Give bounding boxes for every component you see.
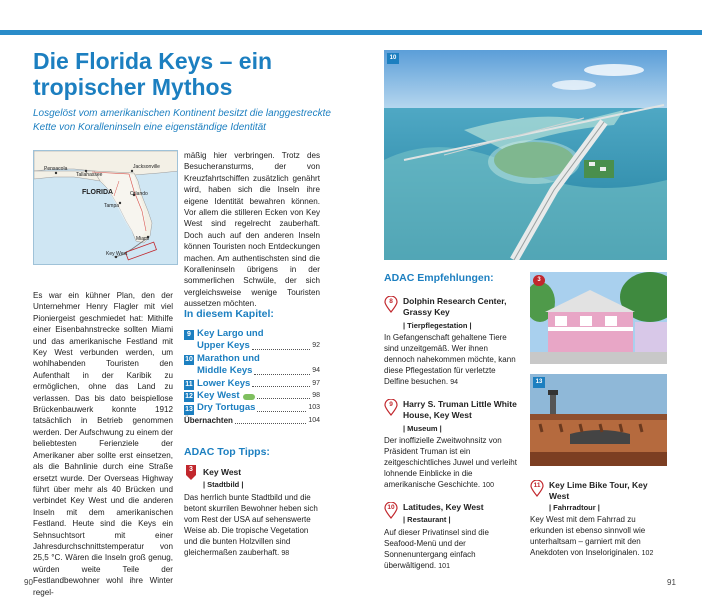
recommendation-category: | Tierpflegestation | xyxy=(403,321,472,330)
map-label-jacksonville: Jacksonville xyxy=(133,164,160,170)
photo-badge: 13 xyxy=(533,377,545,388)
top-accent-bar xyxy=(0,30,702,35)
toc-item-label: Dry Tortugas xyxy=(197,402,256,414)
toc-item[interactable] xyxy=(184,328,320,340)
toc-number-badge: 9 xyxy=(184,330,194,340)
map-label-florida: FLORIDA xyxy=(82,189,114,196)
toc-number-badge: 11 xyxy=(185,381,193,389)
map-label-orlando: Orlando xyxy=(130,191,148,197)
top-tip-category: | Stadtbild | xyxy=(203,480,244,489)
toc-item[interactable] xyxy=(184,378,320,390)
key-west-house-image xyxy=(530,272,667,364)
toc-item-uebernachten[interactable] xyxy=(184,415,320,427)
photo-badge: 3 xyxy=(533,275,545,286)
recommendation-title: Harry S. Truman Little White House, Key West xyxy=(403,399,517,420)
pin-number: 9 xyxy=(389,401,393,408)
toc-leader-dots xyxy=(257,398,311,399)
map-label-tampa: Tampa xyxy=(104,203,120,209)
page-subtitle: Losgelöst vom amerikanischen Kontinent besitzt die langgestreckte Kette von Koralleninseln eine eigenständige Identität xyxy=(33,108,331,133)
top-tip-number: 3 xyxy=(189,466,193,473)
fort-photo xyxy=(530,374,667,466)
toc-item-continued[interactable] xyxy=(184,365,320,377)
florida-map xyxy=(33,150,178,265)
recommendation-text: Auf dieser Privatinsel sind die Seafood-Menü und der Sonnenuntergang einfach überwältigend. 101 xyxy=(384,528,489,570)
page-title: Die Florida Keys – ein tropischer Mythos xyxy=(33,48,273,100)
map-pin-icon xyxy=(384,502,398,519)
map-pin-icon xyxy=(384,296,398,313)
pin-number: 10 xyxy=(387,504,395,511)
map-label-key-west: Key West xyxy=(106,251,128,257)
toc-item[interactable] xyxy=(184,390,320,402)
top-tip-text: Das herrlich bunte Stadtbild und die betont skurrilen Bewohner heben sich vom Rest der USA auf sehenswerte Weise ab. Die tropische Vegetation und die bunten Holzvillen sind gleichermaßen zauberhaft. 98 xyxy=(184,493,318,557)
body-column-2: mäßig hier verbringen. Trotz des Besucheransturms, der von Kreuzfahrtschiffen zusätzlich genährt wird, haben sich die Inseln ihre eigene Identität bewahren können. Vor allem die stilleren Ecken von Key West sind regelrecht zauberhaft. Doch auch auf den anderen Inseln können Touristen noch Entdeckungen machen. Am authentischsten sind die Koralleninseln übrigens in der sommerlichen Schwüle, der sich vergleichsweise wenige Touristen aussetzen möchten. xyxy=(184,151,320,309)
body-column-1: Es war ein kühner Plan, den der Unternehmer Henry Flagler mit viel Pioniergeist geschmiedet hat: Mithilfe einer Eisenbahnstrecke sollten Miami und das amerikanische Festland mit Key West verbunden werden, um wohlhabenden Touristen den Aufenthalt in der Karibik zu ermöglichen, ohne das Land zu verlassen. Das bis dato beispiellose Brückenbauwerk konnte 1912 tatsächlich in Betrieb genommen werden. Der Aufschwung zu einem der beliebtesten Ferienziele der Amerikaner aber sollte erst einsetzen, als die Bahnlinie durch eine Straße ersetzt wurde. Der Overseas Highway führt über mehr als 40 Brücken und verbindet Key West und die anderen Inseln mit dem amerikanischen Festland. Heute sind die Keys ein Sehnsuchtsort mit einer Jahresdurchschnittstemperatur von 25,5 °C. Wären die Inseln groß genug, würden weite Teile der Festlandbewohner wohl ihre Winter regel- xyxy=(33,291,173,597)
recommendation-page: 102 xyxy=(641,550,654,557)
chapter-toc-heading: In diesem Kapitel: xyxy=(184,308,274,320)
map-label-tallahassee: Tallahassee xyxy=(76,172,103,178)
page-number-right: 91 xyxy=(667,578,676,587)
top-tip-title: Key West xyxy=(203,467,242,477)
toc-item-label: Lower Keys xyxy=(197,377,251,389)
toc-item-continued[interactable] xyxy=(184,340,320,352)
recommendation-text: Der inoffizielle Zweitwohnsitz von Präsident Truman ist ein zeitgeschichtliches Juwel und verleiht lohnende Einblicke in die amerikanische Geschichte. 100 xyxy=(384,436,517,489)
toc-page-number: 94 xyxy=(312,367,320,375)
pink-house-photo xyxy=(530,272,667,364)
page-number-left: 90 xyxy=(24,578,33,587)
recommendation-category: | Restaurant | xyxy=(403,515,451,524)
toc-number-badge: 12 xyxy=(185,393,193,401)
toc-item-label: Marathon und xyxy=(197,352,260,364)
toc-leader-dots xyxy=(257,411,306,412)
top-tips-heading: ADAC Top Tipps: xyxy=(184,446,270,458)
toc-page-number: 97 xyxy=(312,379,320,387)
toc-item-label: Key Largo und xyxy=(197,328,264,339)
toc-item-label: Key West xyxy=(197,390,240,402)
recommendation-page: 100 xyxy=(482,482,494,489)
photo-badge: 10 xyxy=(387,53,399,64)
top-tip-number-icon xyxy=(184,465,198,479)
toc-page-number: 104 xyxy=(308,416,320,424)
toc-item-label: Middle Keys xyxy=(197,365,253,377)
dry-tortugas-fort-image xyxy=(530,374,667,466)
recommendation-category: | Fahrradtour | xyxy=(549,503,600,512)
car-icon xyxy=(243,394,255,400)
toc-page-number: 103 xyxy=(308,404,320,412)
recommendation-text: In Gefangenschaft gehaltene Tiere sind unzeitgemäß. Wer ihnen dennoch nahekommen möchte, kann diese Pflegestation für verletzte Delfine besuchen. 94 xyxy=(384,333,516,386)
chapter-toc xyxy=(184,328,320,427)
main-aerial-photo xyxy=(384,50,667,260)
recommendation-page: 94 xyxy=(450,379,459,386)
toc-leader-dots xyxy=(254,374,310,375)
toc-item-label: Übernachten xyxy=(184,415,233,425)
map-pin-icon xyxy=(530,480,544,497)
seven-mile-bridge-image xyxy=(384,50,667,260)
recommendation-title: Latitudes, Key West xyxy=(403,502,484,512)
map-label-pensacola: Pensacola xyxy=(44,166,68,172)
toc-leader-dots xyxy=(252,349,310,350)
toc-page-number: 92 xyxy=(312,342,320,350)
toc-number-badge: 13 xyxy=(185,405,193,413)
map-pin-icon xyxy=(384,399,398,416)
pin-number: 11 xyxy=(533,482,541,489)
pin-number: 8 xyxy=(389,298,393,305)
recommendation-page: 101 xyxy=(438,563,450,570)
toc-item[interactable] xyxy=(184,353,320,365)
toc-leader-dots xyxy=(252,386,310,387)
recommendation-text: Key West mit dem Fahrrad zu erkunden ist ebenso sinnvoll wie unterhaltsam – garniert mit den Anekdoten von Inseloriginalen. 102 xyxy=(530,515,654,557)
recommendation-title: Key Lime Bike Tour, Key West xyxy=(549,480,648,501)
map-label-miami: Miami xyxy=(136,236,150,242)
top-tip-page: 98 xyxy=(281,550,290,557)
toc-item-label: Upper Keys xyxy=(197,340,250,352)
toc-leader-dots xyxy=(235,423,306,424)
recommendation-title: Dolphin Research Center, Grassy Key xyxy=(403,296,507,317)
toc-number-badge: 10 xyxy=(185,356,193,364)
toc-page-number: 98 xyxy=(312,392,320,400)
recommendation-category: | Museum | xyxy=(403,424,442,433)
toc-item[interactable] xyxy=(184,402,320,414)
recommendations-heading: ADAC Empfehlungen: xyxy=(384,272,494,284)
